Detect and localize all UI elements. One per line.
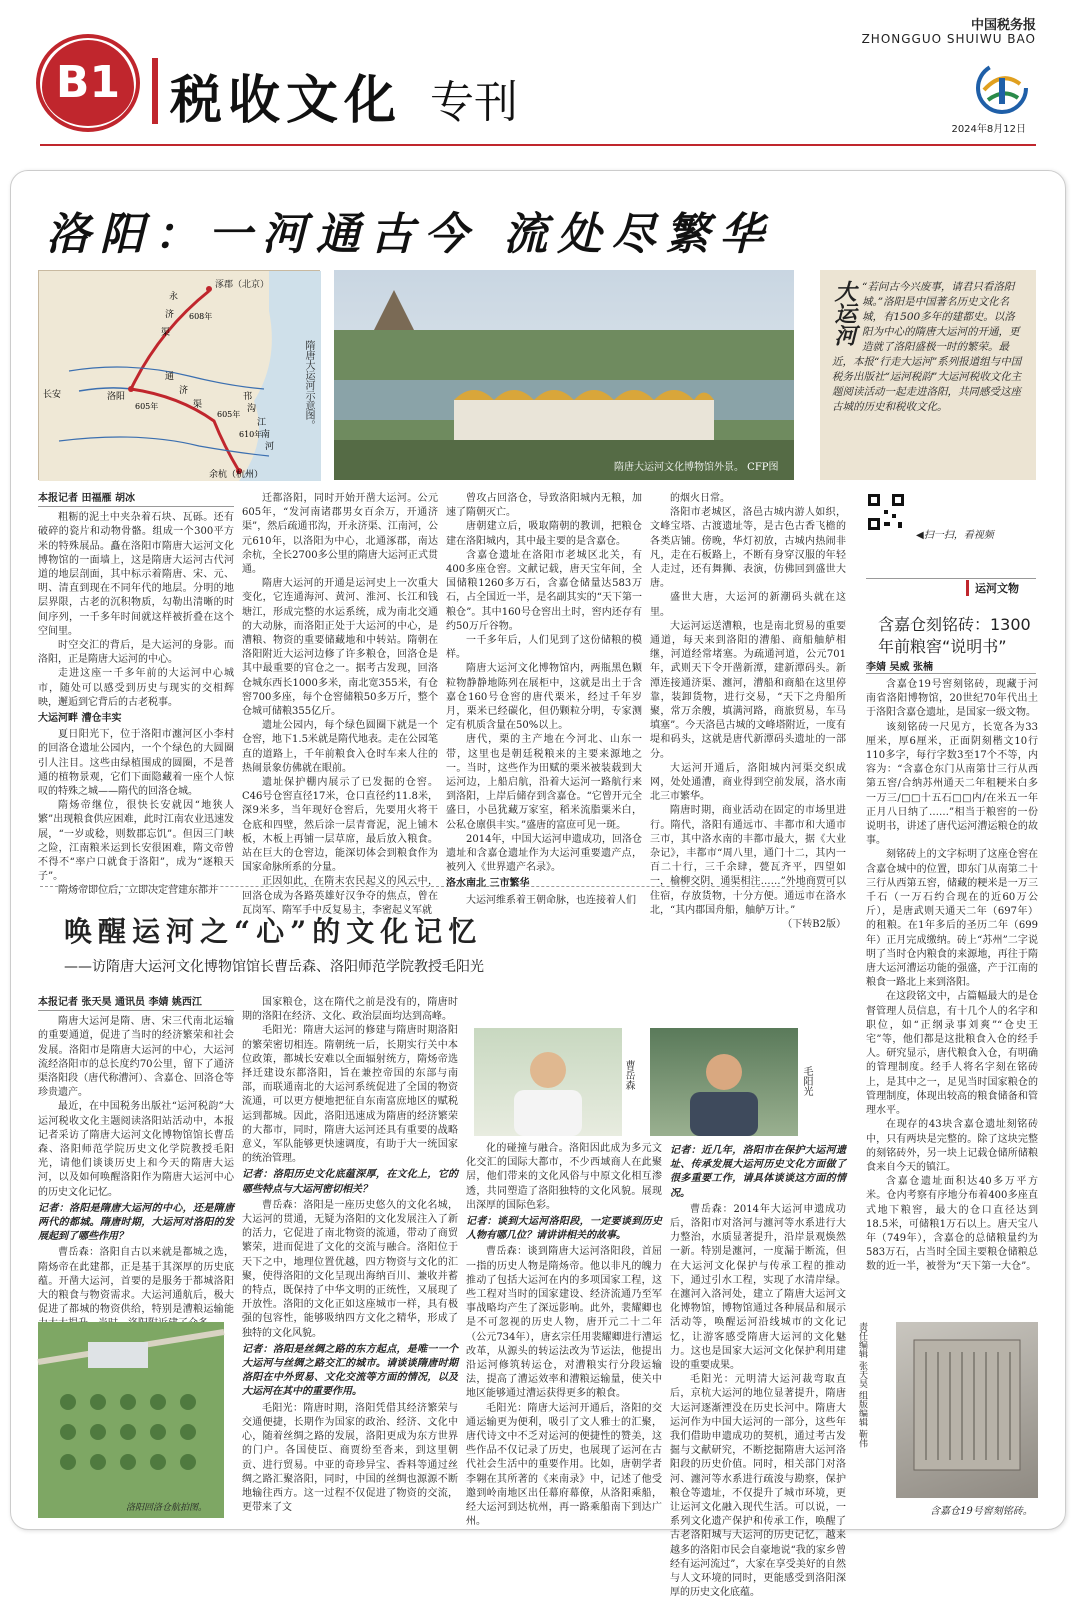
article2-headline: 唤醒运河之“心”的文化记忆 (64, 915, 483, 948)
article1-col1 (38, 492, 234, 897)
qr-caption: ◀扫一扫，看视频 (916, 530, 994, 541)
article1-headline: 洛阳：一河通古今 流处尽繁华 (46, 209, 774, 260)
interview-question: 记者：洛阳是隋唐大运河的中心，还是隋唐两代的都城。隋唐时期，大运河对洛阳的发展起到了哪些作用？ (38, 1202, 234, 1243)
sidebar-rule (866, 578, 1036, 579)
map-label: 渠 (161, 328, 171, 338)
paragraph: 毛阳光：元明清大运河裁弯取直后，京杭大运河的地位显著提升，隋唐大运河逐渐湮没在历史长河中。隋唐大运河作为中国大运河的一部分，这些年我们借助申遗成功的契机，通过考古发掘与文献研究，不断挖掘隋唐大运河洛阳段的历史价值。同时，相关部门对洛河、瀍河等水系进行疏浚与勘察，保护粮仓等遗址，不仅提升了城市环境，更让运河文化融入现代生活。可以说，一系列文化遗产保护和传承工作，唤醒了古老洛阳城与大运河的历史记忆，越来越多的洛阳市民会自豪地说“我的家乡曾经有运河流过”，大家在享受美好的自然与人文环境的同时，更能感受到洛阳深厚的历史文化底蕴。 (670, 1374, 846, 1599)
paragraph: 大运河运送漕粮，也是南北贸易的重要通道，每天来到洛阳的漕船、商船舳舻相继，河道经常堵塞。为疏通河道，公元701年，武则天下令开凿新潭，建新潭码头。新潭连接通济渠、瀍河，漕船和商船在这里停靠，装卸货物，进行交易，“天下之舟船所聚，常万余艘，填满河路，商旅贸易，车马填塞”。今天洛邑古城的文峰塔附近，一度有堤和码头，这就是唐代新潭码头遗址的一部分。 (650, 620, 846, 760)
map-label: 江 (257, 418, 267, 428)
title-divider (152, 58, 158, 124)
paragraph: 遗址公园内，每个绿色圆圈下就是一个仓窖，地下1.5米就是隋代地表。走在公园笔直的道路上，千年前粮食入仓时车来人往的热闹景象仿佛就在眼前。 (242, 720, 438, 774)
map-caption: 隋唐大运河示意图。 (303, 340, 314, 430)
map-label: 渠 (193, 400, 203, 410)
newspaper-logo-icon (974, 60, 1030, 120)
article2-col3 (466, 1142, 662, 1528)
article2-subheadline: ——访隋唐大运河文化博物馆馆长曹岳森、洛阳师范学院教授毛阳光 (64, 959, 484, 975)
paragraph: 一千多年后，人们见到了这份储粮的模样。 (446, 635, 642, 661)
warehouse-photo-caption: 洛阳回洛仓航拍图。 (126, 1503, 208, 1513)
paragraph: 夏日阳光下，位于洛阳市瀍河区小李村的回洛仓遗址公园内，一个个绿色的大圆圈引人注目。这些由绿植围成的圆圈，不是普通的植物景观，它们下面隐藏着一座个人惊叹的特殊之城——隋代的回洛仓城。 (38, 729, 234, 798)
sidebar-title: 含嘉仓刻铭砖：1300年前粮窖“说明书” (878, 615, 1031, 656)
paragraph: 走进这座一千多年前的大运河中心城市，随处可以感受到历史与现实的交相辉映，邂逅到它背后的古老税事。 (38, 668, 234, 708)
paragraph: 的烟火日常。 (670, 493, 730, 504)
paragraph: 国家粮仓，这在隋代之前是没有的，隋唐时期的洛阳在经济、文化、政治层面均达到高峰。 (242, 997, 458, 1023)
header-rule (40, 144, 1036, 146)
paragraph: 2014年，中国大运河申遗成功，回洛仓遗址和含嘉仓遗址作为大运河重要遗产点，被列入《世界遗产名录》。 (446, 833, 642, 874)
article1-byline: 本报记者 田福雁 胡冰 (38, 492, 234, 507)
paper-name-en: ZHONGGUO SHUIWU BAO (861, 32, 1036, 46)
inscribed-brick-photo (896, 1322, 1038, 1498)
map-label: 余杭（杭州） (209, 470, 264, 480)
paragraph: 隋唐大运河的开通是运河史上一次重大变化，它连通海河、黄河、淮河、长江和钱塘江，形成完整的水运系统，成为南北交通的大动脉，而洛阳正处于大运河的中心，是漕粮、物资的重要储藏地和中转站。隋朝在洛阳附近大运河边修了许多粮仓，回洛仓是其中最重要的官仓之一。据考古发现，回洛仓城东西长1000多米，南北宽355米，有仓窖700多座，每个仓窖储粮50多万斤，整个仓城可储粮355亿斤。 (242, 578, 438, 718)
paragraph: 刻铭砖上的文字标明了这座仓窖在含嘉仓城中的位置，即东门从南第二十三行从西第五窖，储藏的粳米是一万三千石（一万石约合现在的近60万公斤），是唐武则天通天二年（697年）的租粮。在1年多后的圣历二年（699年）正月完成缴纳。砖上“苏州”二字说明了当时仓内粮食的来源地，再往于隋唐大运河漕运功能的强盛，产于江南的粮食一路北上来到洛阳。 (866, 849, 1038, 989)
paragraph: 正因如此，在隋末农民起义的风云中，回洛仓成为各路英雄好汉争夺的焦点，曾在瓦岗军、隋军手中反复易主，李密起义军就 (242, 876, 438, 916)
paragraph: 在现存的43块含嘉仓遗址刻铭砖中，只有两块是完整的。除了这块完整的刻铭砖外，另一块上记载仓储所储粮食来自今天的镇江。 (866, 1119, 1038, 1173)
paragraph: 化的碰撞与融合。洛阳因此成为多元文化交汇的国际大都市，不少西域商人在此聚居，他们带来的文化风俗与中原文化相互渗透，共同塑造了洛阳独特的文化风貌。展现出深厚的国际色彩。 (466, 1143, 662, 1211)
paper-name-cn: 中国税务报 (970, 18, 1036, 33)
interview-question: 记者：洛阳历史文化底蕴深厚，在文化上，它的哪些特点与大运河密切相关？ (242, 1169, 458, 1195)
map-label: 605年 (217, 410, 241, 419)
section-title: 税收文化 (170, 71, 403, 131)
paragraph: 洛阳市老城区，洛邑古城内游人如织，文峰宝塔、古渡遗址等，是古色古香飞檐的各类店铺。傍晚，华灯初放，古城内热闹非凡，走在石板路上，不断有身穿汉服的年轻人走过，还有舞狮、表演，仿佛回到盛世大唐。 (650, 507, 846, 590)
paragraph: 曹岳森：洛阳自古以来就是都城之选，隋炀帝在此建都，正是基于其深厚的历史底蕴。开凿大运河，首要的是服务于都城洛阳大的粮食与物资需求。大运河通航后，极大促进了都城的物资供给，特别是漕粮运输能 (38, 1247, 234, 1316)
article-divider (40, 886, 840, 887)
article2-byline: 本报记者 张天昊 通讯员 李婧 姚西江 (38, 996, 234, 1011)
article2-col2 (242, 996, 458, 1522)
issue-date: 2024年8月12日 (951, 124, 1026, 135)
map-label: 南 (261, 430, 271, 440)
article2-col4 (670, 1142, 846, 1599)
paragraph: 毛阳光：隋唐大运河开通后，洛阳的交通运输更为便利，吸引了文人雅士的汇聚，唐代诗文中不乏对运河的便捷性的赞美，这些作品不仅记录了历史，也展现了运河在古代社会生活中的重要作用。比如，唐朝学者李翱在其所著的《来南录》中，记述了他受邀到岭南地区出任幕府幕僚，从洛阳乘船，经大运河到达杭州，再一路乘船南下到达广州。 (466, 1402, 662, 1528)
paragraph: 隋唐大运河文化博物馆内，两瓶黑色颗粒物静静地陈列在展柜中，这就是出土于含嘉仓160号仓窖的唐代栗米，经过千年岁月，栗米已经碳化，但仍颗粒分明，专家测定有机质含量在50%以上。 (446, 663, 642, 732)
map-label: 涿郡（北京） (215, 280, 270, 290)
interview-question: 记者：洛阳是丝绸之路的东方起点，是唯一一个大运河与丝绸之路交汇的城市。请谈谈隋唐时期洛阳在中外贸易、文化交流等方面的情况，以及大运河在其中的重要作用。 (242, 1343, 458, 1398)
map-label: 608年 (189, 312, 213, 321)
sidebar-tag: 运河文物 (966, 580, 1019, 596)
map-label: 永 (169, 292, 179, 302)
map-label: 济 (165, 310, 175, 320)
continued-note: （下转B2版） (782, 919, 846, 931)
section-subtitle: 专刊 (430, 77, 518, 128)
paragraph: 隋唐时期，商业活动在固定的市场里进行。隋代，洛阳有通远市、丰都市和大通市三市，其中洛水南的丰都市最大，据《大业杂记》，丰都市“周八里，通门十二，其内一百二十行，三千余肆，甍瓦齐平，四望如一，榆柳交阴，通渠相注……”外地商贾可以住宿，存放货物，十分方便。通远市在洛水北，“其内郡国舟船，舳舻万计。” (650, 805, 846, 916)
interview-question: 记者：近几年，洛阳市在保护大运河遗址、传承发展大运河历史文化方面做了很多重要工作，请具体谈谈这方面的情况。 (670, 1145, 846, 1199)
map-label: 605年 (135, 402, 159, 411)
brick-photo-caption: 含嘉仓19号窖刻铭砖。 (930, 1506, 1033, 1517)
qr-code-icon[interactable] (866, 492, 906, 532)
article1-col4 (650, 492, 846, 931)
paragraph: 大运河维系着王朝命脉，也连接着人们 (466, 894, 636, 906)
mao-caption: 毛阳光 (801, 1066, 812, 1096)
editors-credit: 责任编辑 张天昊 组版编辑 靳伟 (857, 1322, 867, 1448)
map-label: 610年 (239, 430, 263, 439)
paragraph: 曾攻占回洛仓，导致洛阳城内无粮，加速了隋朝灭亡。 (446, 493, 642, 519)
article1-col3 (446, 492, 642, 906)
paragraph: 唐代，栗的主产地在今河北、山东一带，这里也是朝廷税粮来的主要来源地之一。当时，这些作为田赋的栗米被装载到大运河边，上船启航，沿着大运河一路航行来到洛阳，上岸后储存到含嘉仓。“它曾开元全盛日，小邑犹藏万家室，稻米流脂粟米白，公私仓廪俱丰实。”盛唐的富庶可见一斑。 (446, 734, 642, 831)
map-label: 通 (165, 372, 175, 382)
map-label: 邗 (243, 392, 253, 402)
paragraph: 最近，在中国税务出版社“运河税韵”大运河税收文化主题阅读洛阳站活动中，本报记者采访了隋唐大运河文化博物馆馆长曹岳森、洛阳师范学院历史文化学院教授毛阳光，请他们谈谈历史上和今天的隋唐大运河，以及如何唤醒洛阳作为隋唐大运河中心的历史文化记忆。 (38, 1101, 234, 1198)
photo1-caption: 隋唐大运河文化博物馆外景。 CFP图 (614, 462, 779, 473)
paragraph: 隋唐大运河是隋、唐、宋三代南北运输的重要通道，促进了当时的经济繁荣和社会发展。洛阳市是隋唐大运河的中心，大运河流经洛阳市的总长度约70公里，留下了通济渠洛阳段（唐代称漕河）、含嘉仓、回洛仓等珍贵遗产。 (38, 1016, 234, 1099)
paragraph: 曹岳森：洛阳是一座历史悠久的文化名城，大运河的贯通，无疑为洛阳的文化发展注入了新的活力，它促进了南北物资的流通，带动了商贸繁荣，进而促进了文化的交流与融合。洛阳位于天下之中，地理位置优越，四方物资与文化的汇聚，使得洛阳的文化呈现出海纳百川、兼收并蓄的特点，既保持了中华文明的正统性，又展现了开放性。洛阳的文化正如这座城市一样，具有极强的包容性，能够吸纳四方文化之精华，形成了独特的文化风貌。 (242, 1199, 458, 1339)
cao-caption: 曹岳森 (623, 1060, 634, 1090)
paragraph: 含嘉仓遗址在洛阳市老城区北关，有400多座仓窖。文献记载，唐天宝年间，全国储粮1260多万石，含嘉仓储量达583万石，占全国近一半，是名副其实的“天下第一粮仓”。其中160号仓窖出土时，窖内还存有约50万斤谷物。 (446, 549, 642, 632)
subhead: 洛水南北 三市繁华 (446, 878, 530, 890)
map-label: 济 (179, 386, 189, 396)
paragraph: 唐朝建立后，吸取隋朝的教训，把粮仓建在洛阳城内，其中最主要的是含嘉仓。 (446, 521, 642, 547)
map-label: 河 (265, 442, 275, 452)
paragraph: 含嘉仓19号窖刻铭砖，现藏于河南省洛阳博物馆，20世纪70年代出土于洛阳含嘉仓遗址，是国家一级文物。 (866, 679, 1038, 719)
cao-yuesen-photo (474, 1028, 622, 1136)
paragraph: 遗址保护棚内展示了已发掘的仓窖。C46号仓窖直径17米，仓口直径约11.8米，深9米多，当年现好仓窖后，先要用火将干仓底和四壁，然后涂一层青膏泥，泥上铺木板，木板上再铺一层草席，最后放入粮食。站在巨大的仓窖边，能深切体会到粮食作为国家命脉所系的分量。 (242, 777, 438, 874)
paragraph: 该刻铭砖一尺见方，长宽各为33厘米，厚6厘米，正面阴刻楷文10行110多字，每行字数3至17个不等，内容为：“含嘉仓东门从南第廿三行从西第五窖/合纳苏州通天二年租粳米白多一万三/□□十五石□□内/在米五一年正月八日纳了……”相当于粮窖的一份说明书，讲述了唐代运河漕运粮仓的故事。 (866, 721, 1038, 847)
sidebar-byline: 李婧 吴威 张楠 (866, 658, 1036, 674)
map-label: 沟 (247, 404, 257, 414)
subhead: 大运河畔 漕仓丰实 (38, 713, 122, 725)
paragraph: 毛阳光：隋唐大运河的修建与隋唐时期洛阳的繁荣密切相连。隋朝统一后，长期实行关中本位政策，都城长安难以全面辐射统方，隋炀帝选择迁建设东都洛阳，旨在兼控帝国的东部与南部，而联通南北的大运河系统促进了全国的物资流通，可以更方便地把征自东南富庶地区的赋税运到都城。因此，洛阳迅速成为隋唐的经济繁荣的大都市，同时，隋唐大运河还具有重要的战略意义，军队能够更快速调度，有助于大一统国家的统治管理。 (242, 1025, 458, 1165)
paragraph: 迁都洛阳，同时开始开凿大运河。公元605年，“发河南诸郡男女百余万，开通济渠”，然后疏通邗沟，开永济渠、江南河，公元610年，以洛阳为中心，北通涿郡，南达余杭，全长2700多公里的隋唐大运河正式贯通。 (242, 493, 438, 576)
paragraph: 盛世大唐，大运河的新潮码头就在这里。 (650, 592, 846, 618)
map-label: 洛阳 (107, 392, 126, 402)
paragraph: 在这段铭文中，占篇幅最大的是仓督管理人员信息，有十几个人的名字和职位，如“正纲录事刘爽”“仓史王宅”等，他们都是这批粮食入仓的经手人。研究显示，唐代粮食入仓，有明确的管理制度。经手人将名字刻在铭砖上，是其中之一，足见当时国家粮仓的管理制度，体现出较高的粮食储备和管理水平。 (866, 991, 1038, 1117)
paragraph: 隋炀帝即位后，立即决定营建东都并 (58, 885, 218, 897)
intro-box (820, 270, 1036, 480)
paragraph: 曹岳森：谈到隋唐大运河洛阳段，首屈一指的历史人物是隋炀帝。他以非凡的魄力推动了包括大运河在内的多项国家工程，这些工程对当时的国家建设、经济流通乃至军事战略均产生了深远影响。此外，裴耀卿也是不可忽视的历史人物，唐开元二十二年（公元734年），唐玄宗任用裴耀卿进行漕运改革，从源头的转运法改为节运法，他提出沿运河修筑转运仓，对漕粮实行分段运输法，提高了漕运效率和漕粮运输量，使关中地区能够通过漕运获得更多的粮食。 (466, 1246, 662, 1400)
intro-heading: 大运河 (831, 280, 857, 346)
intro-text: “若问古今兴废事，请君只看洛阳城。”洛阳是中国著名历史文化名城，有1500多年的建都史。以洛阳为中心的隋唐大运河的开通，更造就了洛阳盛极一时的繁荣。最近，本报“行走大运河”系列报道组与中国税务出版社“运河税韵”大运河税收文化主题阅读活动一起走进洛阳，共同感受这座古城的历史和税收文化。 (832, 281, 1022, 413)
canal-map (38, 270, 320, 480)
paragraph: 粗粝的泥土中夹杂着石块、瓦砾。还有破碎的瓷片和动物骨骼。组成一个300平方米的特殊展品。矗在洛阳市隋唐大运河文化博物馆的一面墙上，这是隋唐大运河古代河道的地层剖面，其中标示着隋唐、宋、元、明、清直到现在不同年代的地层。分明的地层界限，古老的沉积物质，勾勒出清晰的时间序列，一千多年时间就这样被折叠在这个空间里。 (38, 512, 234, 637)
warehouse-aerial-photo (38, 1322, 224, 1518)
museum-photo (334, 270, 794, 480)
mao-yangguang-photo (650, 1028, 798, 1136)
article2-col1 (38, 996, 234, 1318)
interview-question: 记者：谈到大运河洛阳段，一定要谈到历史人物有哪几位？请讲讲相关的故事。 (466, 1216, 662, 1242)
sidebar-body (866, 678, 1038, 1314)
section-badge: B1 (42, 40, 134, 126)
paragraph: 毛阳光：隋唐时期，洛阳凭借其经济繁荣与交通便捷，长期作为国家的政治、经济、文化中心，随着丝绸之路的发展，洛阳更成为东方世界的门户。各国使臣、商贾纷至沓来，到这里朝贡、进行贸易。中亚的奇珍异宝、香料等通过丝绸之路汇聚洛阳，同时，中国的丝绸也源源不断地输往西方。这一过程不仅促进了物资的交流，更带来了文 (242, 1402, 458, 1514)
paragraph: 隋炀帝继位，很快长安就因“地狭人繁”出现粮食供应困难，此时江南农业迅速发展，“一岁或稔，则数郡忘饥”。但因三门峡之险，江南粮米运到长安很困难，隋文帝曾不得不“率户口就食于洛阳”，成为“逐粮天子”。 (38, 800, 234, 883)
paragraph: 大运河开通后，洛阳城内河渠交织成网，处处通漕，商业得到空前发展，洛水南北三市繁华。 (650, 762, 846, 803)
paragraph: 时空交汇的背后，是大运河的身影。而洛阳，正是隋唐大运河的中心。 (38, 640, 234, 666)
article1-col2 (242, 492, 438, 916)
paragraph: 含嘉仓遗址面积达40多万平方米。仓内考察有序地分布着400多座直式地下粮窖，最大的仓口直径达到18.5米，可储粮1万石以上。唐天宝八年（749年），含嘉仓的总储粮量约为583万石，占当时全国主要粮仓储粮总数的近一半，被誉为“天下第一大仓”。 (866, 1176, 1038, 1273)
map-label: 长安 (43, 390, 62, 400)
paragraph: 曹岳森：2014年大运河申遗成功后，洛阳市对洛河与瀍河等水系进行大力整治，水质显著提升，沿岸景观焕然一新。特别是瀍河，一度漏于断流，但在大运河文化保护与传承工程的推动下，通过引水工程，实现了水清岸绿。在瀍河入洛河处，建立了隋唐大运河文化博物馆，博物馆通过各种展品和展示活动等，唤醒运河沿线城市的文化记忆，让游客感受隋唐大运河的文化魅力。这也是国家大运河文化保护利用建设的重要成果。 (670, 1203, 846, 1372)
